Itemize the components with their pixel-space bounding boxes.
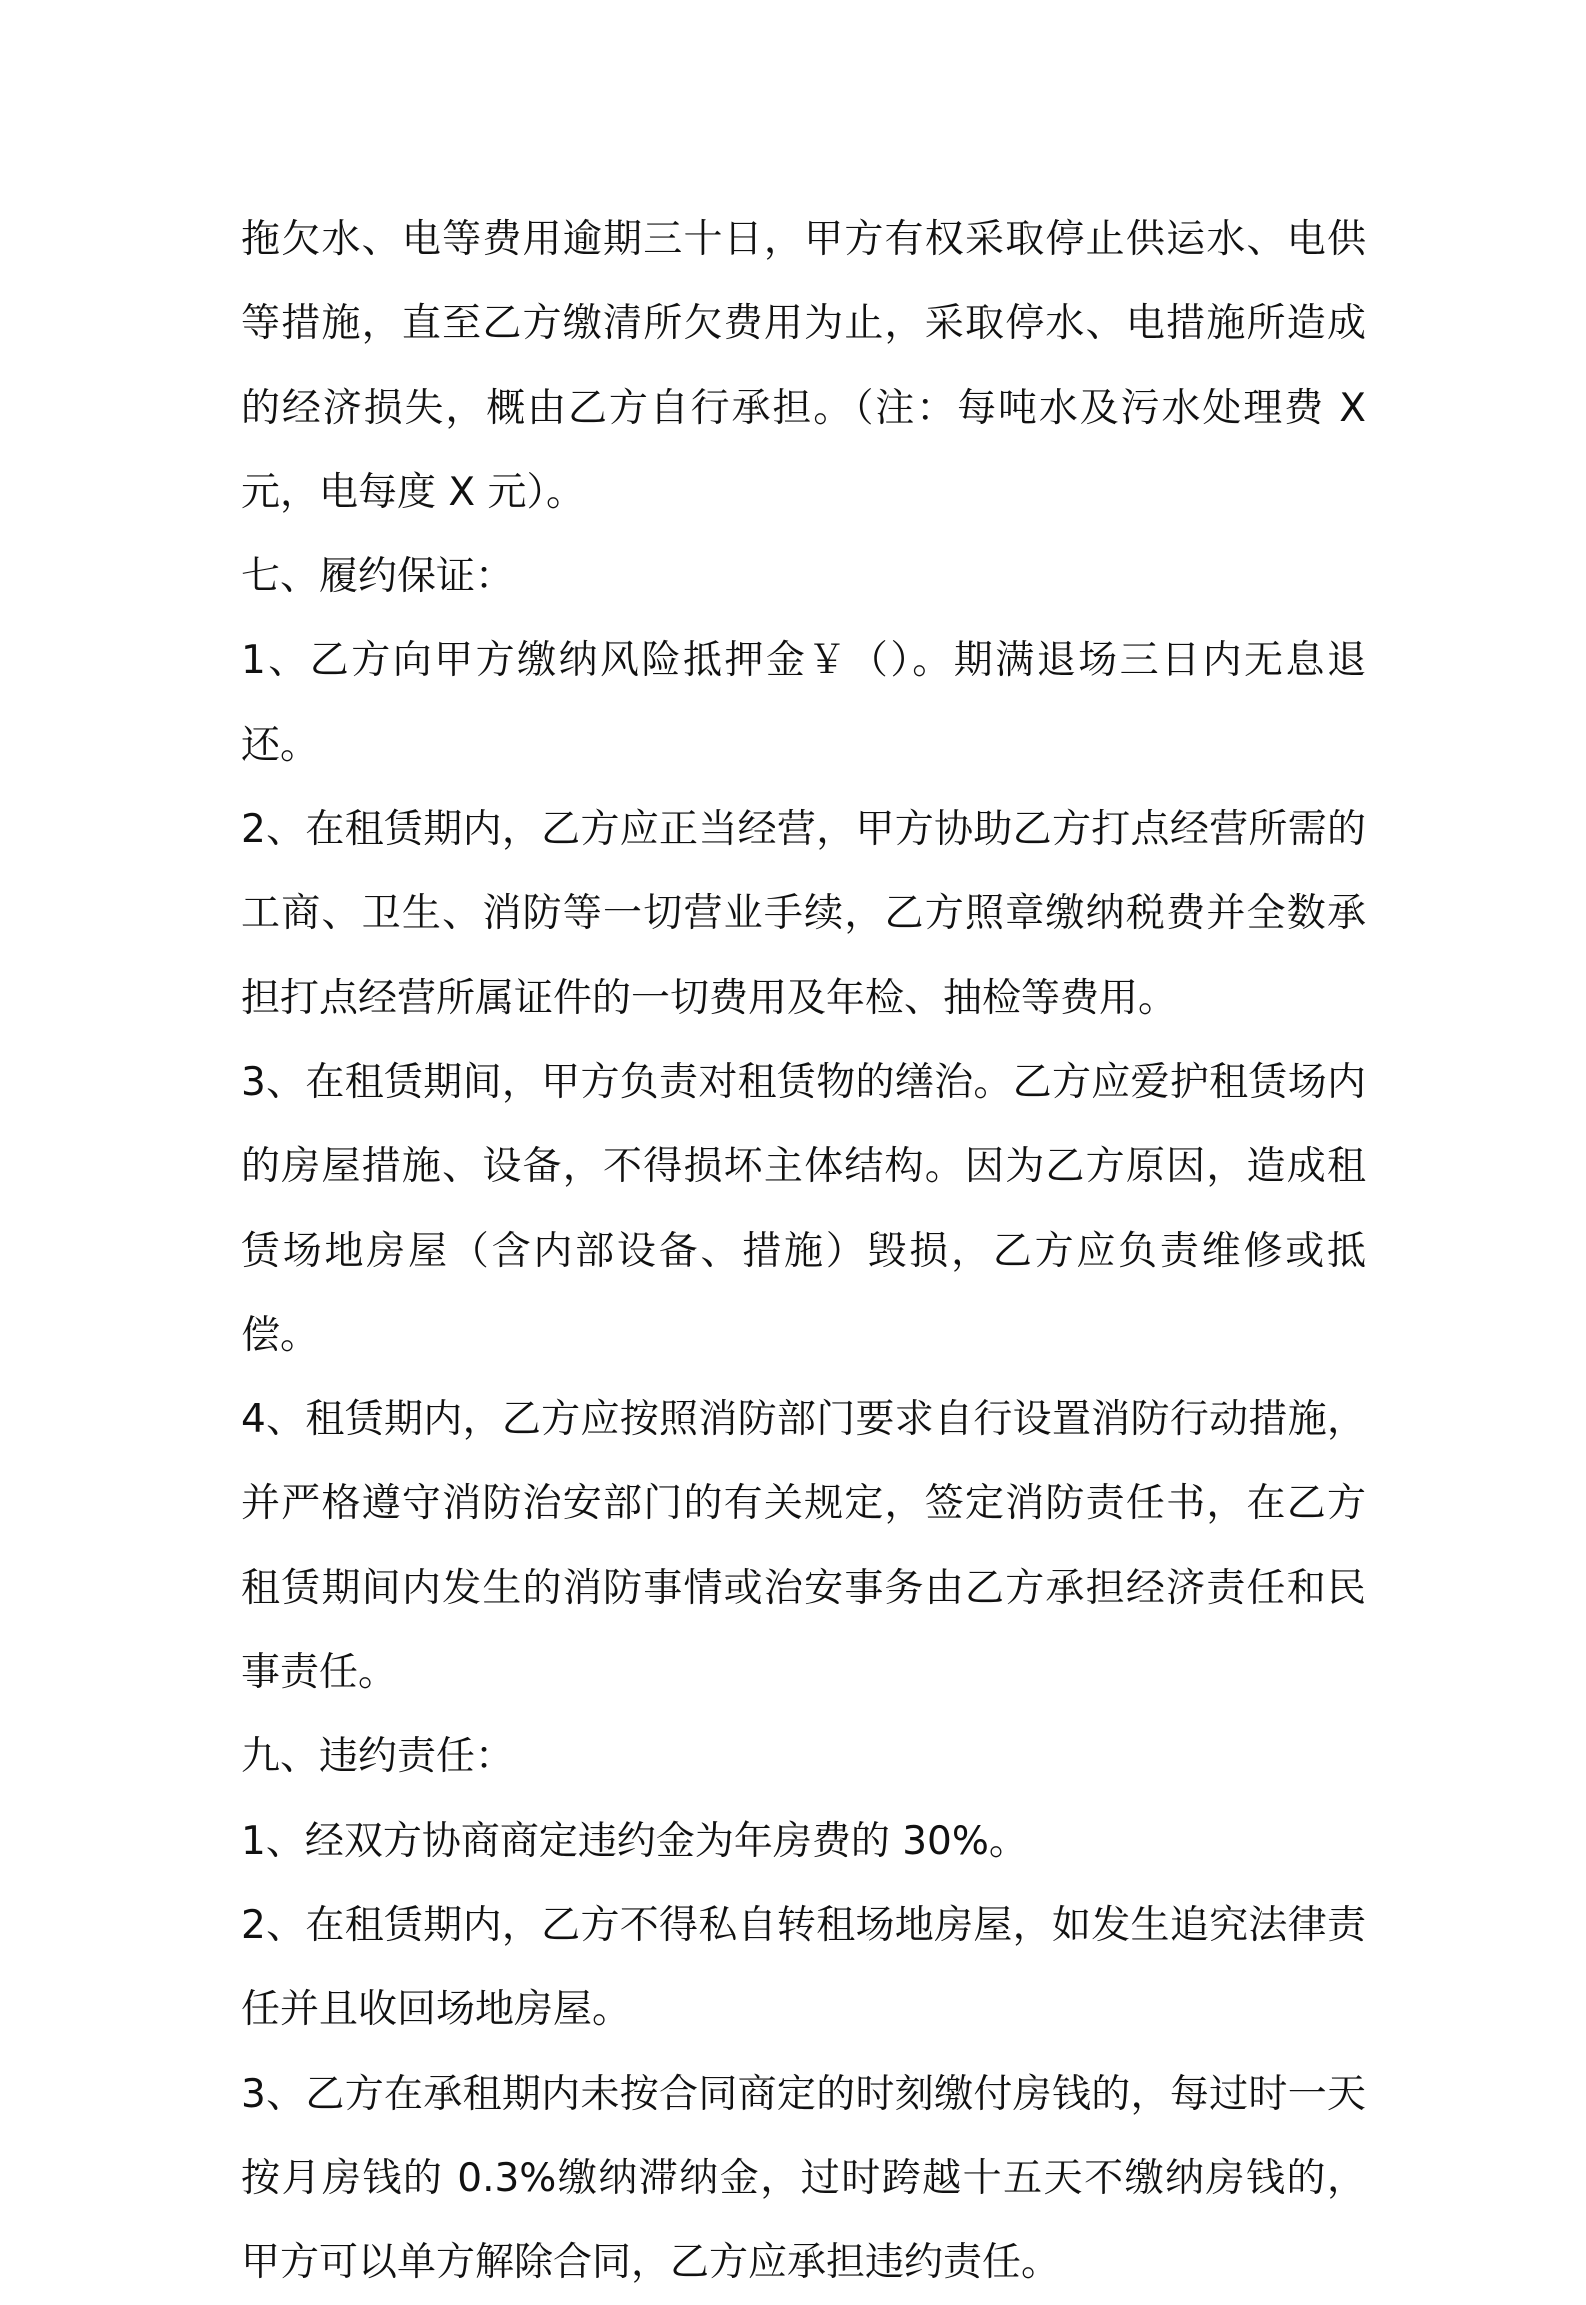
clause-sublease: 2、在租赁期内，乙方不得私自转租场地房屋，如发生追究法律责任并且收回场地房屋。 xyxy=(241,1902,1366,2033)
section-heading-liability: 九、违约责任： xyxy=(241,1734,515,1780)
clause-late-payment: 3、乙方在承租期内未按合同商定的时刻缴付房钱的，每过时一天按月房钱的 0.3%缴纳滞纳金，过时跨越十五天不缴纳房钱的，甲方可以单方解除合同，乙方应承担违约责任。 xyxy=(241,2071,1366,2286)
paragraph-utility-fees: 拖欠水、电等费用逾期三十日，甲方有权采取停止供运水、电供等措施，直至乙方缴清所欠费用为止，采取停水、电措施所造成的经济损失，概由乙方自行承担。（注：每吨水及污水处理费 X 元，电每度 X 元）。 xyxy=(241,217,1366,515)
section-heading-performance-guarantee: 七、履约保证： xyxy=(241,554,515,600)
clause-maintenance: 3、在租赁期间，甲方负责对租赁物的缮治。乙方应爱护租赁场内的房屋措施、设备，不得损坏主体结构。因为乙方原因，造成租赁场地房屋（含内部设备、措施）毁损，乙方应负责维修或抵偿。 xyxy=(241,1059,1366,1358)
clause-fire-safety: 4、租赁期内，乙方应按照消防部门要求自行设置消防行动措施，并严格遵守消防治安部门的有关规定，签定消防责任书，在乙方租赁期间内发生的消防事情或治安事务由乙方承担经济责任和民事责任。 xyxy=(241,1397,1366,1696)
clause-deposit: 1、乙方向甲方缴纳风险抵押金￥（）。期满退场三日内无息退还。 xyxy=(241,638,1366,768)
clause-business-operation: 2、在租赁期内，乙方应正当经营，甲方协助乙方打点经营所需的工商、卫生、消防等一切营业手续，乙方照章缴纳税费并全数承担打点经营所属证件的一切费用及年检、抽检等费用。 xyxy=(241,807,1366,1021)
clause-penalty: 1、经双方协商商定违约金为年房费的 30%。 xyxy=(241,1818,1028,1864)
document-body xyxy=(241,198,1366,2305)
